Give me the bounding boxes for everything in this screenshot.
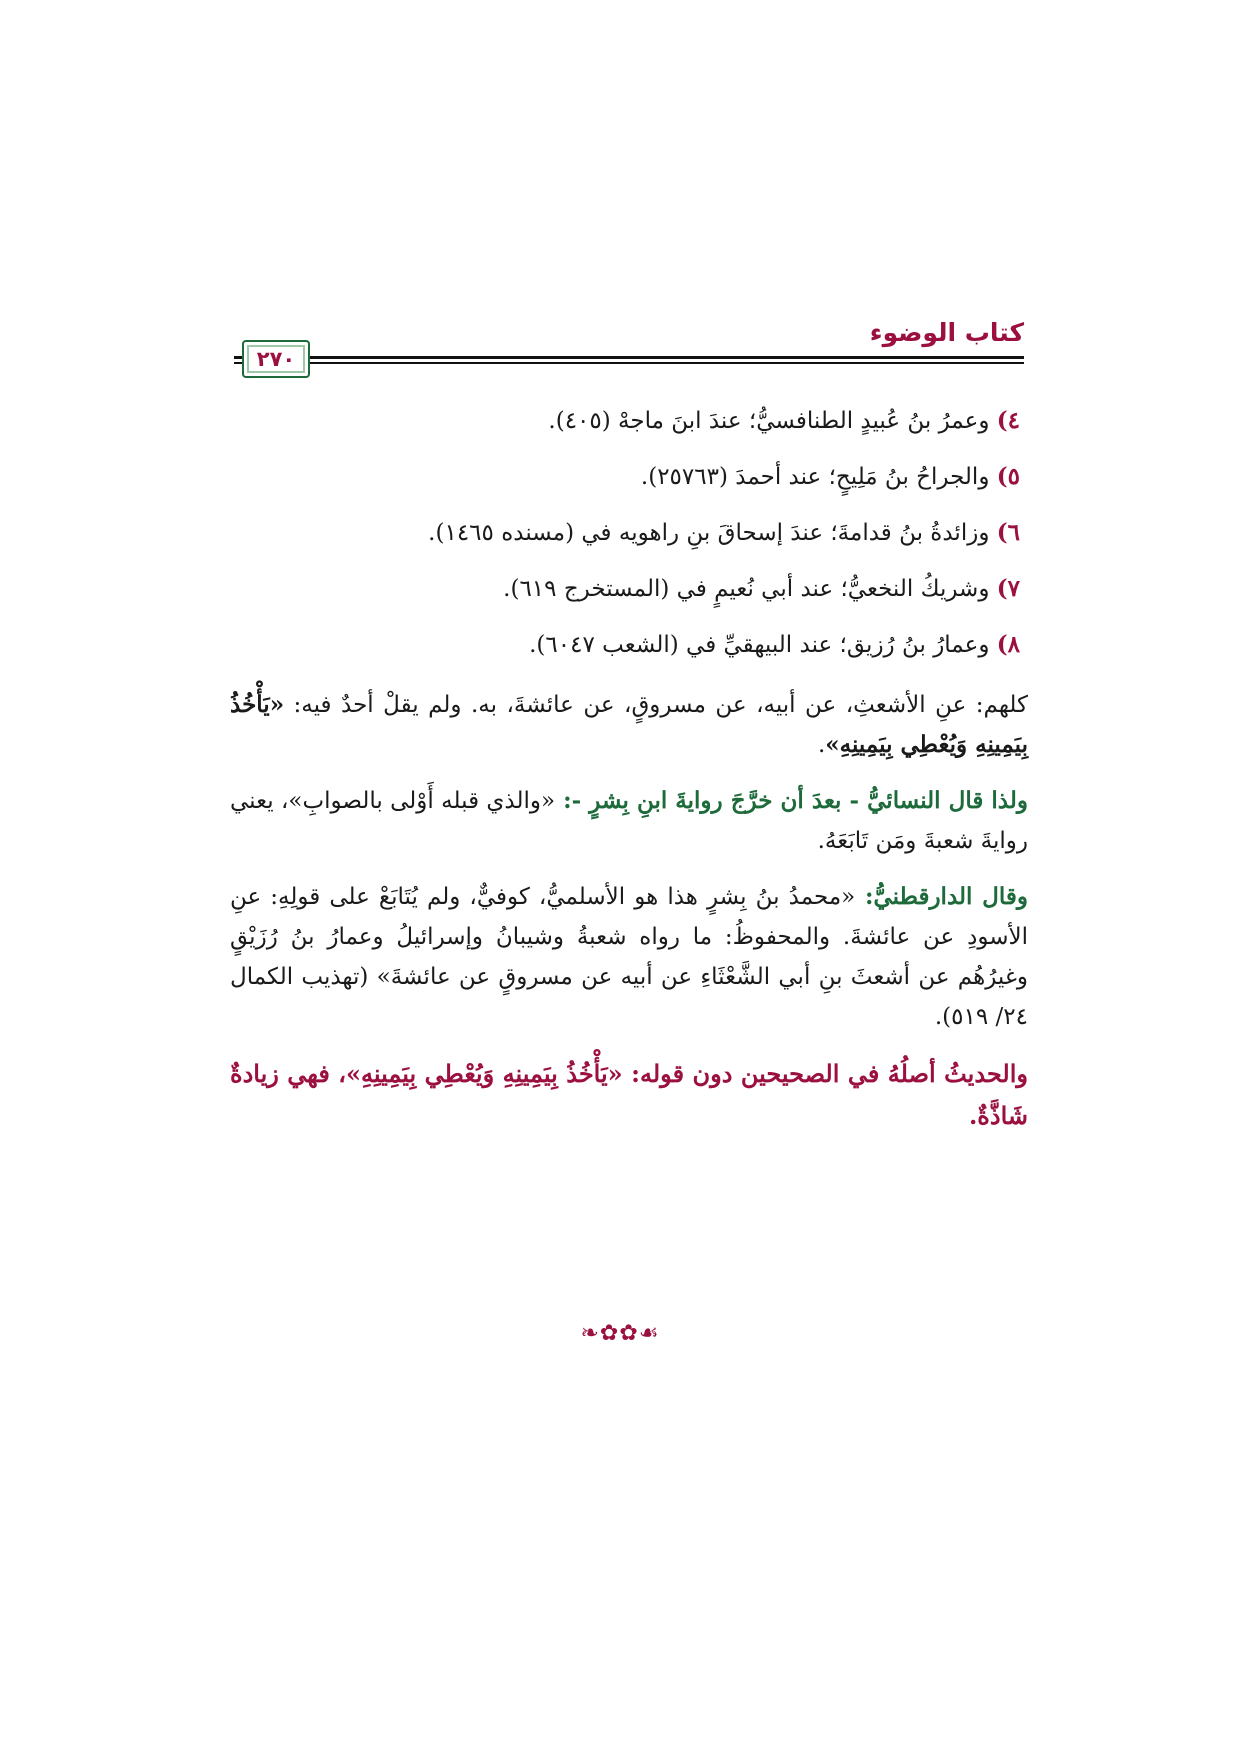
conclusion-text: والحديثُ أصلُهُ في الصحيحين دون قوله: «يَأْخُذُ بِيَمِينِهِ وَيُعْطِي بِيَمِينِهِ»، فهي زيادةٌ شَاذَّةٌ. bbox=[230, 1059, 1028, 1130]
item-number: ٥) bbox=[996, 463, 1020, 490]
list-item bbox=[230, 517, 1028, 549]
page-header bbox=[234, 318, 1024, 388]
page-number-badge bbox=[242, 340, 310, 378]
item-number: ٤) bbox=[996, 407, 1020, 434]
paragraph-end: . bbox=[817, 732, 826, 758]
scholar-lead: ولذا قال النسائيُّ - بعدَ أن خرَّجَ روايةَ ابنِ بِشرٍ -: bbox=[555, 787, 1028, 814]
item-number: ٨) bbox=[996, 631, 1020, 658]
item-number: ٧) bbox=[996, 575, 1020, 602]
item-text: وعمرُ بنُ عُبيدٍ الطنافسيُّ؛ عندَ ابنَ ماجهْ (٤٠٥). bbox=[548, 408, 990, 434]
list-item bbox=[230, 629, 1028, 661]
item-text: وعمارُ بنُ رُزيق؛ عند البيهقيِّ في (الشعب ٦٠٤٧). bbox=[529, 632, 990, 658]
item-text: وزائدةُ بنُ قدامةَ؛ عندَ إسحاقَ بنِ راهويه في (مسنده ١٤٦٥). bbox=[428, 520, 990, 546]
book-title: كتاب الوضوء bbox=[869, 318, 1024, 347]
scholar-lead: وقال الدارقطنيُّ: bbox=[855, 883, 1028, 910]
list-item bbox=[230, 461, 1028, 493]
paragraph-isnad-summary bbox=[230, 685, 1028, 765]
list-item bbox=[230, 405, 1028, 437]
item-text: والجراحُ بنُ مَلِيحٍ؛ عند أحمدَ (٢٥٧٦٣). bbox=[640, 464, 990, 490]
paragraph-text: «محمدُ بنُ بِشرٍ هذا هو الأسلميُّ، كوفيٌّ، ولم يُتَابَعْ على قولِهِ: عنِ الأسودِ عن عائشةَ. والمحفوظُ: ما رواه شعبةُ وشيبانُ وإسرائيلُ وعمارُ بنُ رُزَيْقٍ وغيرُهُم عن أشعثَ بنِ أبي الشَّعْثَاءِ عن أبيه عن مسروقٍ عن عائشةَ» (تهذيب الكمال ٢٤/ ٥١٩). bbox=[230, 884, 1028, 1030]
section-end-ornament: ❧✿✿☙ bbox=[580, 1320, 660, 1346]
page-body bbox=[230, 405, 1028, 1153]
list-item bbox=[230, 573, 1028, 605]
paragraph-text: «والذي قبله أَوْلى بالصوابِ»، يعني روايةَ شعبةَ ومَن تَابَعَهُ. bbox=[230, 788, 1028, 854]
header-rule-thin bbox=[234, 362, 1024, 364]
paragraph-nasai bbox=[230, 781, 1028, 861]
page-number: ٢٧٠ bbox=[256, 347, 296, 371]
item-text: وشريكُ النخعيُّ؛ عند أبي نُعيمٍ في (المستخرج ٦١٩). bbox=[503, 576, 990, 602]
hadith-quote: «يَأْخُذُ بِيَمِينِهِ وَيُعْطِي بِيَمِينِهِ» bbox=[230, 691, 1028, 758]
header-rule bbox=[234, 356, 1024, 359]
paragraph-conclusion bbox=[230, 1053, 1028, 1137]
item-number: ٦) bbox=[996, 519, 1020, 546]
paragraph-text: كلهم: عنِ الأشعثِ، عن أبيه، عن مسروقٍ، عن عائشةَ، به. ولم يقلْ أحدٌ فيه: bbox=[284, 692, 1028, 718]
paragraph-daraqutni bbox=[230, 877, 1028, 1037]
